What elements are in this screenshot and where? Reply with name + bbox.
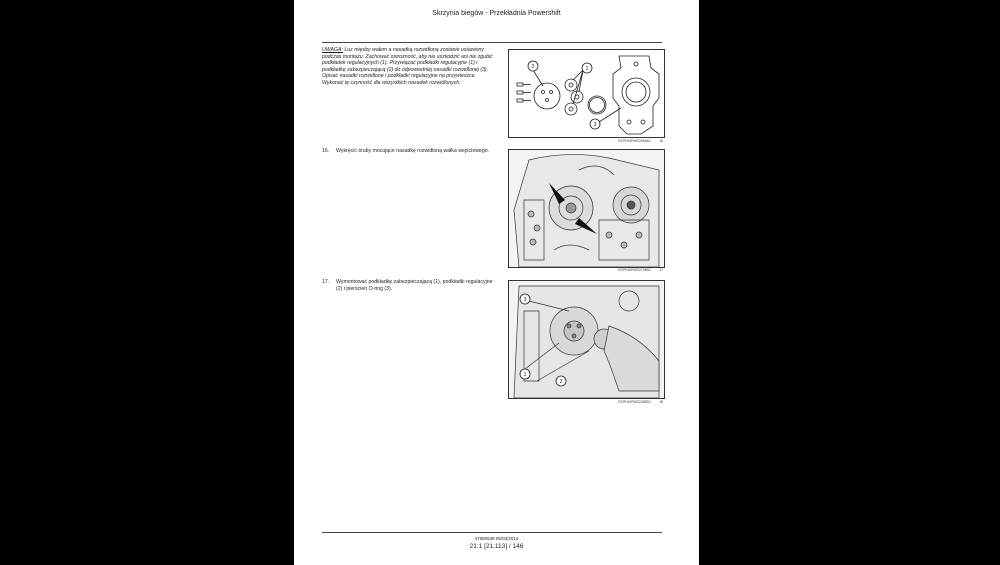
figure-photo-input-shaft xyxy=(508,149,665,268)
step-17 xyxy=(322,279,494,292)
document-page xyxy=(294,0,699,565)
callout-3: 3 xyxy=(523,297,527,303)
callout-1: 1 xyxy=(523,372,527,378)
figure-number: 15 xyxy=(659,139,663,143)
figure-code: RCPH10PWS218BBC xyxy=(618,400,651,404)
figure-code: RCPH10PWS239AAC xyxy=(618,139,651,143)
figure-number: 18 xyxy=(659,400,663,404)
figure-parts-diagram xyxy=(508,49,665,138)
callout-3: 3 xyxy=(593,122,597,128)
footer-divider xyxy=(322,532,662,533)
note-text-2: Wykonać tę czynność dla wszystkich nasadek rozwidlonych. xyxy=(322,79,461,86)
note-label: UWAGA: xyxy=(322,47,343,53)
step-number: 16. xyxy=(322,148,330,154)
footer-page-number: 21.1 [21.113] / 146 xyxy=(469,543,524,550)
callout-1: 1 xyxy=(585,66,589,72)
step-16 xyxy=(322,148,494,155)
step-number: 17. xyxy=(322,279,330,285)
note-text: Luz między wałem a nasadką rozwidloną zostanie ustawiony podczas montażu. Zachować ostrożność, aby nie uszkodzić ani nie zgubić podkładek regulacyjnych (1). Przywiązać podkładki regulacyjne (1) i podkładkę zabezpieczającą (2) do odpowiedniej nasadki rozwidlonej (3). Opisać nasadki rozwidlone i podkładki regulacyjne na przywieszce. xyxy=(322,47,493,80)
callout-2: 2 xyxy=(559,379,563,385)
page-header-title: Skrzynia biegów - Przekładnia Powershift xyxy=(432,10,561,17)
figure-photo-washers xyxy=(508,280,665,399)
callout-2: 2 xyxy=(531,64,535,70)
header-divider xyxy=(322,42,662,43)
step-text: Wykręcić śruby mocujące nasadkę rozwidloną wałka wejściowego. xyxy=(336,148,490,154)
note-paragraph xyxy=(322,47,494,87)
figure-number: 17 xyxy=(659,268,663,272)
step-text: Wymontować podkładkę zabezpieczającą (1), podkładki regulacyjne (2) i pierścień O-ring (3). xyxy=(336,279,493,292)
figure-code: RCPH10PWS217BBC xyxy=(618,268,651,272)
footer-document-code: 47680538 05/03/2014 xyxy=(474,536,519,541)
